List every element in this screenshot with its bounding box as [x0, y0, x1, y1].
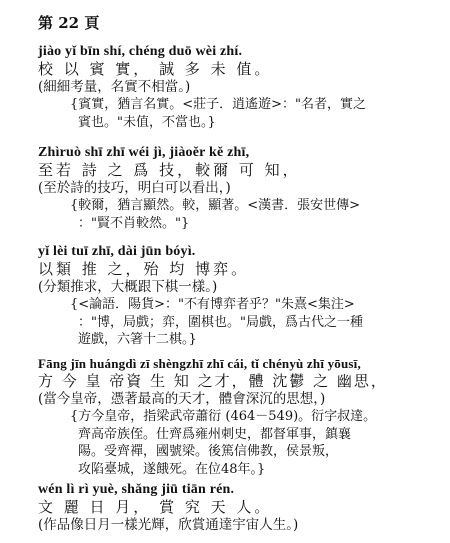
pinyin-line: Fāng jīn huángdì zī shèngzhī zhī cái, tǐ chényù zhī yōusī,: [38, 356, 361, 371]
verse-section: [38, 44, 443, 131]
chinese-line: 文 麗 日 月， 賞 究 天 人。: [38, 498, 273, 516]
pinyin-line: jiào yǐ bīn shí, chéng duō wèi zhí.: [38, 44, 243, 59]
note-line: {較爾，猶言顯然。較，顯著。<漢書．張安世傳>: [70, 198, 361, 213]
note-line: 遊戲，六箸十二棋。}: [78, 332, 197, 347]
translation-line: (分類推求，大概跟下棋一樣。): [38, 279, 218, 295]
verse-section: [38, 356, 443, 478]
note-line: {賓實，猶言名實。<莊子．逍遙遊>："名者，實之: [70, 97, 367, 112]
translation-line: (細細考量，名實不相當。): [38, 79, 191, 95]
verse-section: [38, 482, 443, 534]
note-line: ："賢不肖較然。"}: [78, 215, 190, 231]
note-line: {<論語．陽貨>："不有博弈者乎？"朱熹<集注>: [70, 297, 355, 312]
note-line: 攻陷臺城，遂餓死。在位48年。}: [78, 461, 266, 477]
translation-line: (至於詩的技巧，明白可以看出，): [38, 180, 231, 196]
chinese-line: 至若 詩 之 爲 技，較爾 可 知，: [38, 161, 301, 179]
note-line: {方今皇帝，指梁武帝蕭衍 (464－549)。衍字叔達。: [70, 409, 377, 424]
translation-line: (當今皇帝，憑著最高的天才，體會深沉的思想，): [38, 391, 326, 407]
note-line: 賓也。"未值，不當也。}: [78, 114, 216, 130]
chinese-line: 以類 推 之，殆 均 博弈。: [38, 260, 250, 278]
pinyin-line: Zhìruò shī zhī wéi jì, jiàoěr kě zhī,: [38, 145, 250, 160]
chinese-line: 校 以 賓 實， 誠 多 未 值。: [38, 60, 273, 78]
note-line: 齊高帝族侄。仕齊爲雍州刺史，都督軍事，鎮襄: [78, 426, 352, 442]
pinyin-line: yǐ lèi tuī zhī, dài jūn bóyì.: [38, 244, 196, 259]
translation-line: (作品像日月一樣光輝，欣賞通達宇宙人生。): [38, 517, 299, 533]
note-line: 陽。受齊禪，國號梁。後篤信佛教，侯景叛，: [78, 444, 339, 459]
page-number: 第 22 頁: [38, 14, 100, 32]
note-line: ："博，局戲；弈，圍棋也。"局戲，爲古代之一種: [78, 314, 363, 330]
verse-section: [38, 244, 443, 349]
pinyin-line: wén lì rì yuè, shǎng jiū tiān rén.: [38, 482, 235, 497]
verse-section: [38, 145, 443, 232]
chinese-line: 方 今 皇 帝資 生 知 之才，體 沈鬱 之 幽思，: [38, 372, 388, 390]
